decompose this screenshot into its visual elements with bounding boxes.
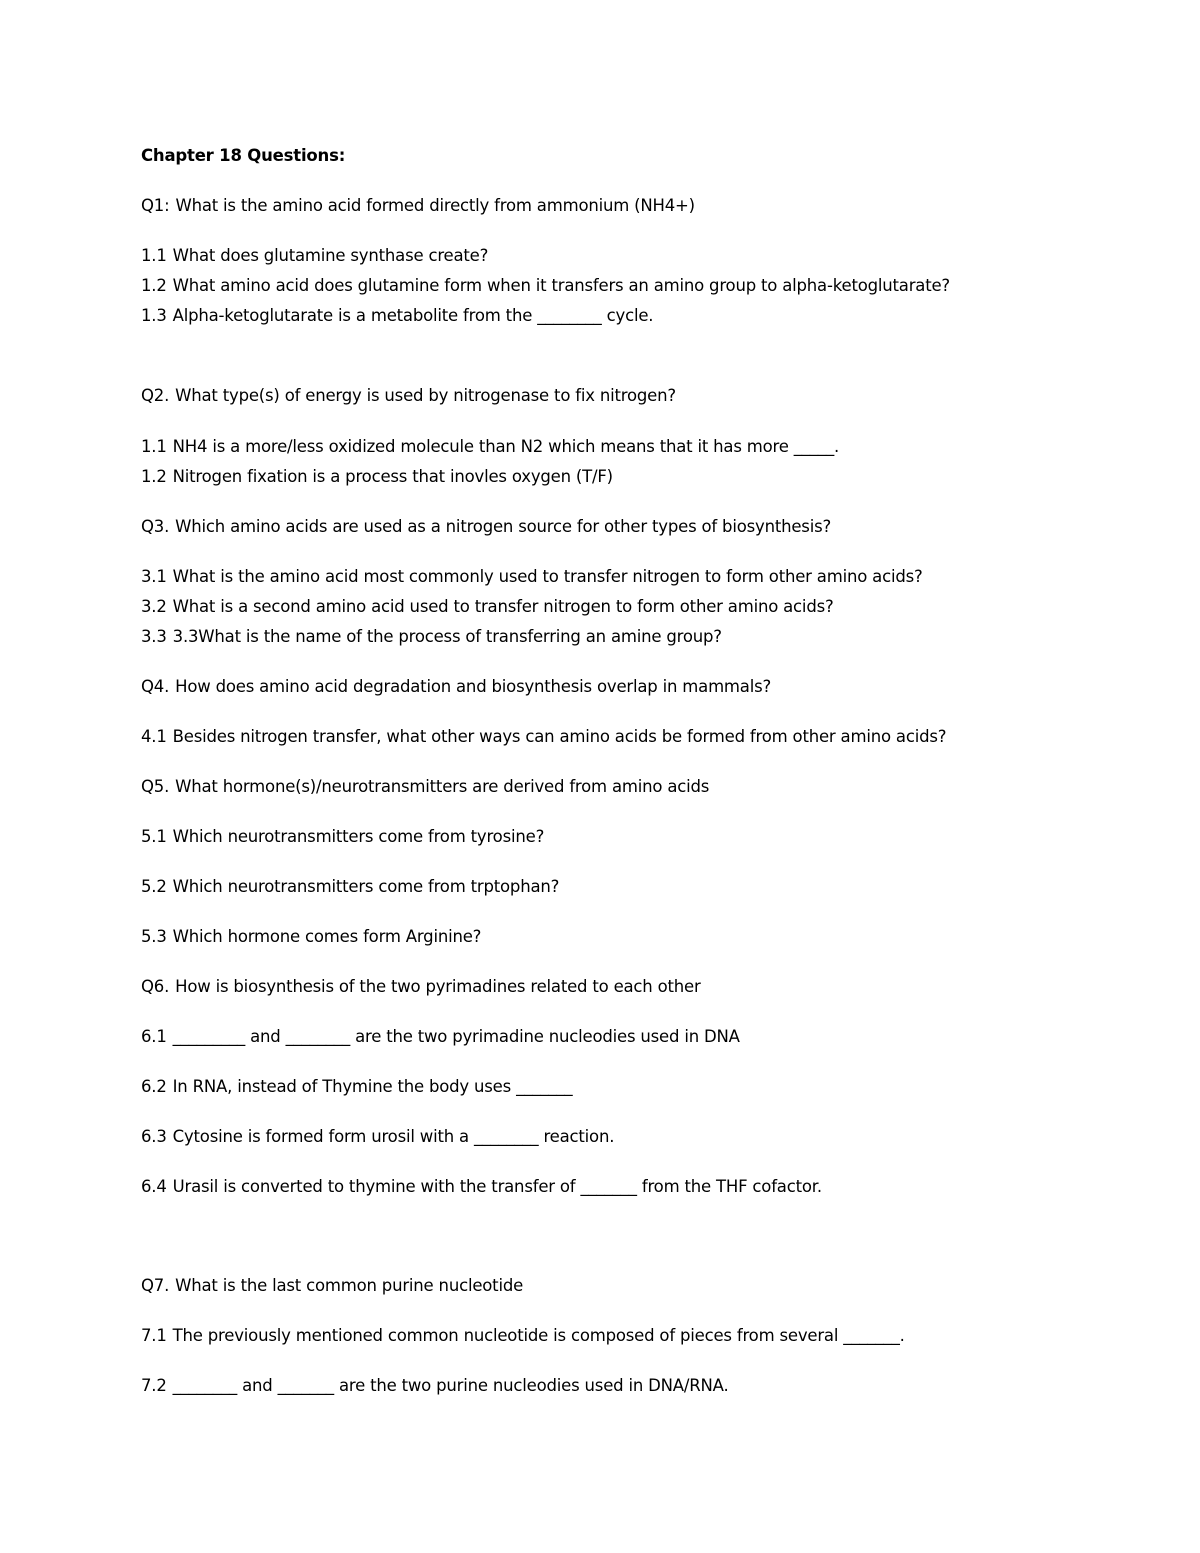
question-number: 7.1 xyxy=(141,1326,167,1345)
subquestion-7-2 xyxy=(141,1375,729,1397)
question-q2 xyxy=(141,385,676,407)
question-text: The previously mentioned common nucleotide is composed of pieces from several _______. xyxy=(172,1326,905,1345)
subquestion-2-2 xyxy=(141,466,613,488)
question-q4 xyxy=(141,676,771,698)
question-text: _________ and ________ are the two pyrimadine nucleodies used in DNA xyxy=(172,1027,740,1046)
question-text: What amino acid does glutamine form when it transfers an amino group to alpha-ketoglutarate? xyxy=(172,276,950,295)
question-number: 1.1 xyxy=(141,246,167,265)
subquestion-1-2 xyxy=(141,275,950,297)
subquestion-1-3 xyxy=(141,305,653,327)
question-number: 5.1 xyxy=(141,827,167,846)
question-text: How is biosynthesis of the two pyrimadines related to each other xyxy=(175,977,701,996)
question-text: In RNA, instead of Thymine the body uses _______ xyxy=(172,1077,573,1096)
question-text: ________ and _______ are the two purine nucleodies used in DNA/RNA. xyxy=(172,1376,729,1395)
question-text: Which neurotransmitters come from tyrosine? xyxy=(172,827,545,846)
question-text: Alpha-ketoglutarate is a metabolite from the ________ cycle. xyxy=(172,306,654,325)
question-q3 xyxy=(141,516,831,538)
question-text: What type(s) of energy is used by nitrogenase to fix nitrogen? xyxy=(175,386,676,405)
subquestion-5-2 xyxy=(141,876,559,898)
subquestion-6-2 xyxy=(141,1076,572,1098)
question-q7 xyxy=(141,1275,523,1297)
question-number: 3.1 xyxy=(141,567,167,586)
question-number: 6.4 xyxy=(141,1177,167,1196)
question-number: Q7. xyxy=(141,1276,170,1295)
question-number: 3.3 xyxy=(141,627,167,646)
question-number: 6.3 xyxy=(141,1127,167,1146)
question-number: 6.1 xyxy=(141,1027,167,1046)
question-number: 1.3 xyxy=(141,306,167,325)
question-number: 4.1 xyxy=(141,727,167,746)
question-text: Cytosine is formed form urosil with a ________ reaction. xyxy=(172,1127,615,1146)
question-q5 xyxy=(141,776,709,798)
question-number: 1.2 xyxy=(141,467,167,486)
subquestion-7-1 xyxy=(141,1325,905,1347)
question-q1 xyxy=(141,195,695,217)
question-number: 3.2 xyxy=(141,597,167,616)
question-number: 7.2 xyxy=(141,1376,167,1395)
subquestion-3-1 xyxy=(141,566,923,588)
subquestion-1-1 xyxy=(141,245,488,267)
question-text: Which amino acids are used as a nitrogen source for other types of biosynthesis? xyxy=(175,517,832,536)
question-number: 5.3 xyxy=(141,927,167,946)
subquestion-6-4 xyxy=(141,1176,822,1198)
question-text: What is a second amino acid used to transfer nitrogen to form other amino acids? xyxy=(172,597,834,616)
question-text: 3.3What is the name of the process of transferring an amine group? xyxy=(172,627,722,646)
question-text: What is the last common purine nucleotide xyxy=(175,1276,524,1295)
subquestion-4-1 xyxy=(141,726,946,748)
question-number: Q2. xyxy=(141,386,170,405)
question-number: 1.1 xyxy=(141,437,167,456)
subquestion-2-1 xyxy=(141,436,839,458)
question-text: Which hormone comes form Arginine? xyxy=(172,927,482,946)
question-number: Q3. xyxy=(141,517,170,536)
question-number: Q6. xyxy=(141,977,170,996)
question-q6 xyxy=(141,976,701,998)
question-text: Urasil is converted to thymine with the transfer of _______ from the THF cofactor. xyxy=(172,1177,822,1196)
question-text: What is the amino acid formed directly from ammonium (NH4+) xyxy=(175,196,695,215)
question-text: Besides nitrogen transfer, what other ways can amino acids be formed from other amino acids? xyxy=(172,727,947,746)
question-text: Which neurotransmitters come from trptophan? xyxy=(172,877,560,896)
question-text: What is the amino acid most commonly used to transfer nitrogen to form other amino acids? xyxy=(172,567,923,586)
question-number: Q5. xyxy=(141,777,170,796)
question-text: What hormone(s)/neurotransmitters are derived from amino acids xyxy=(175,777,710,796)
document-title: Chapter 18 Questions: xyxy=(141,146,346,165)
question-number: 1.2 xyxy=(141,276,167,295)
question-text: NH4 is a more/less oxidized molecule than N2 which means that it has more _____. xyxy=(172,437,840,456)
subquestion-3-2 xyxy=(141,596,834,618)
subquestion-6-1 xyxy=(141,1026,740,1048)
question-number: 6.2 xyxy=(141,1077,167,1096)
question-number: Q4. xyxy=(141,677,170,696)
question-text: What does glutamine synthase create? xyxy=(172,246,489,265)
subquestion-3-3 xyxy=(141,626,722,648)
question-text: How does amino acid degradation and biosynthesis overlap in mammals? xyxy=(175,677,772,696)
subquestion-5-1 xyxy=(141,826,544,848)
subquestion-6-3 xyxy=(141,1126,614,1148)
subquestion-5-3 xyxy=(141,926,481,948)
question-number: 5.2 xyxy=(141,877,167,896)
question-text: Nitrogen fixation is a process that inovles oxygen (T/F) xyxy=(172,467,613,486)
question-number: Q1: xyxy=(141,196,170,215)
